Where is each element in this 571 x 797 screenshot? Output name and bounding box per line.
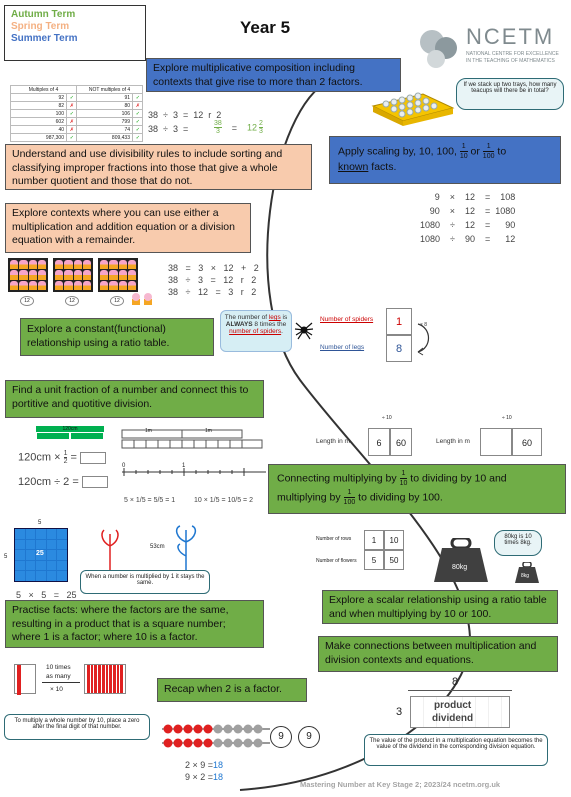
bead [194, 725, 203, 734]
length-table-b [436, 412, 546, 462]
mark-icon: ✓ [67, 94, 77, 102]
product-dividend-model [396, 676, 516, 730]
length-cell-60b: 60 [512, 428, 542, 456]
scaling-frac-100: $\frac{1}{100}$ [482, 143, 495, 161]
bead [164, 739, 173, 748]
bead [234, 725, 243, 734]
multiples-head-b: NOT multiples of 4 [77, 86, 143, 94]
frac-38-fn: 2 [258, 120, 263, 127]
logo-circles-icon [418, 26, 466, 70]
mark-icon: ✗ [67, 118, 77, 126]
metre-label-1: 1m [145, 428, 152, 434]
table-row [11, 134, 143, 142]
table-row [11, 126, 143, 134]
rt2-1: 1 [364, 530, 384, 550]
bar-eq2: 120cm ÷ 2 = [18, 476, 108, 488]
bead-eq-1: 2 × 9 =18 [185, 760, 224, 770]
table-cell: 799 [77, 118, 133, 126]
mark-icon: ✓ [133, 134, 143, 142]
table-cell: 74 [77, 126, 133, 134]
eq-38-mid-3: 38 ÷ 12 = 3 r 2 [168, 287, 257, 297]
label-legs: Number of legs [320, 344, 365, 351]
label-spiders: Number of spiders [320, 316, 374, 323]
multiples-head-a: Multiples of 4 [11, 86, 77, 94]
product-side: 3 [396, 706, 403, 718]
ten-times-model [14, 660, 124, 710]
square-25: 25 [36, 550, 44, 557]
term-legend [4, 5, 146, 61]
card-ratio-table: Explore a constant(functional) relationship using a ratio table. [20, 318, 214, 356]
bead [174, 725, 183, 734]
card-divisibility: Understand and use divisibility rules to include sorting and classifying improper fractions into those that give a whole number quotient and those that do not. [5, 144, 312, 190]
scaling-pre: Apply scaling by, 10, 100, [338, 145, 457, 158]
logo-line2: IN THE TEACHING OF MATHEMATICS [466, 58, 555, 64]
table-cell: 809,433 [77, 134, 133, 142]
eq-scaling-1: 9 × 12 = 108 [434, 192, 516, 202]
square-eq: 5 × 5 = 25 [16, 590, 77, 600]
length-cell-empty [480, 428, 512, 456]
bead [254, 739, 263, 748]
table-cell: 91 [77, 94, 133, 102]
eq-38-top-1: 38 ÷ 3 = 12 r 2 [148, 110, 222, 120]
cake-tray [98, 258, 138, 292]
table-cell: 82 [11, 102, 67, 110]
cupcakes-icon [130, 292, 156, 306]
cake-tray [8, 258, 48, 292]
bead-circle-b: 9 [298, 726, 320, 748]
length-table-a [316, 412, 416, 462]
answer-box-1[interactable] [80, 452, 106, 464]
table-row [11, 102, 143, 110]
bead [184, 725, 193, 734]
scaling-post: to [497, 145, 507, 158]
card-unit-fraction: Find a unit fraction of a number and connect this to portitive and quotitive division. [5, 380, 264, 418]
note-eggs: If we stack up two trays, how many teacups will there be in total? [456, 78, 564, 110]
frac-eq-2: 10 × 1/5 = 10/5 = 2 [194, 497, 253, 504]
table-row [11, 118, 143, 126]
logo-name: NCETM [466, 24, 555, 49]
square-top-5: 5 [38, 520, 42, 526]
egg-tray-image [368, 76, 458, 126]
frac-38-den: 3 [215, 128, 220, 135]
scaling-end: facts. [368, 161, 397, 174]
length-arrow-b: ÷ 10 [502, 415, 512, 421]
rt2-50: 50 [384, 550, 404, 570]
table-row [11, 110, 143, 118]
product-top: 8 [452, 676, 459, 688]
bead [224, 725, 233, 734]
scaling-frac-10: $\frac{1}{10}$ [459, 143, 468, 161]
ratio-legs-table [318, 308, 418, 364]
page-title: Year 5 [240, 18, 291, 37]
mark-icon: ✓ [133, 118, 143, 126]
spider-icon [294, 320, 314, 340]
length-label-b: Length in m [436, 438, 470, 445]
note-place-zero: To multiply a whole number by 10, place a zero after the final digit of that number. [4, 714, 150, 740]
eq-scaling-2: 90 × 12 = 1080 [429, 206, 516, 216]
ratio-cell-1: 1 [386, 308, 412, 335]
table-cell: 92 [11, 94, 67, 102]
times-8-label: × 8 [420, 322, 428, 328]
ncetm-logo [418, 24, 568, 74]
logo-line1: NATIONAL CENTRE FOR EXCELLENCE [466, 51, 559, 57]
mark-icon: ✓ [67, 110, 77, 118]
bead [174, 739, 183, 748]
card-scalar: Explore a scalar relationship using a ratio table and when multiplying by 10 or 100. [322, 590, 558, 624]
footer: Mastering Number at Key Stage 2; 2023/24 ncetm.org.uk [300, 780, 501, 789]
length-cell-60: 60 [390, 428, 412, 456]
eq-scaling-4: 1080 ÷ 90 = 12 [420, 234, 516, 244]
mark-icon: ✗ [133, 102, 143, 110]
bead-eq-2: 9 × 2 =18 [185, 772, 224, 782]
eq-38-mid-2: 38 ÷ 3 = 12 r 2 [168, 275, 257, 285]
table-cell: 40 [11, 126, 67, 134]
bead [244, 739, 253, 748]
eq-scaling-3: 1080 ÷ 12 = 90 [420, 220, 516, 230]
legend-summer: Summer Term [11, 33, 78, 44]
label-rows: Number of rows [316, 536, 352, 542]
bead [194, 739, 203, 748]
ratio-cell-8: 8 [386, 335, 412, 362]
label-flowers: Number of flowers [316, 558, 357, 564]
weight-80kg-icon [432, 538, 490, 584]
bead-circle-a: 9 [270, 726, 292, 748]
table-cell: 602 [11, 118, 67, 126]
table-cell: 100 [11, 110, 67, 118]
mark-icon: ✓ [133, 126, 143, 134]
bead [204, 725, 213, 734]
dividend-word: dividend [432, 713, 474, 724]
bar-top-label: 120cm [36, 426, 104, 432]
eq-38-fraction [214, 120, 263, 135]
multiples-table [10, 85, 143, 142]
eq-38-top-2: 38 ÷ 3 = [148, 124, 189, 134]
scaling-known: known [338, 161, 369, 174]
length-label-a: Length in m [316, 438, 350, 445]
bead [244, 725, 253, 734]
frac-38-fd: 3 [258, 128, 263, 135]
card-recap: Recap when 2 is a factor. [157, 678, 307, 702]
note-legs: The number of legs is ALWAYS 8 times the number of spiders. [220, 310, 292, 352]
numline-zero: 0 [122, 463, 126, 469]
mark-icon: ✓ [67, 134, 77, 142]
tens-label1: 10 times [46, 664, 71, 671]
product-word: product [434, 700, 472, 711]
eq-38-mid [168, 262, 259, 298]
bead [214, 725, 223, 734]
note-product: The value of the product in a multiplication equation becomes the value of the dividend in the corresponding division equation. [364, 734, 548, 766]
scaling-mid: or [470, 145, 480, 158]
bead [184, 739, 193, 748]
frac-eq-1: 5 × 1/5 = 5/5 = 1 [124, 497, 176, 504]
length-arrow-a: ÷ 10 [382, 415, 392, 421]
cake-count-label: 12 [20, 296, 34, 306]
legend-spring: Spring Term [11, 21, 70, 32]
cake-count-label: 12 [65, 296, 79, 306]
numline-one: 1 [182, 463, 186, 469]
table-row [11, 94, 143, 102]
bead [164, 725, 173, 734]
rt2-5: 5 [364, 550, 384, 570]
bead-strings-image [162, 720, 272, 752]
rows-flowers-table [316, 530, 416, 574]
note-seeds: When a number is multiplied by 1 it stays the same. [80, 570, 210, 594]
metre-label-2: 1m [205, 428, 212, 434]
eq-38-mid-1: 38 = 3 × 12 + 2 [168, 263, 259, 273]
scaling-equations [420, 190, 515, 246]
card-multiplicative-composition: Explore multiplicative composition including contexts that give rise to more than 2 factors. [146, 58, 401, 92]
tens-label3: × 10 [50, 686, 63, 693]
bar-model [36, 426, 104, 440]
length-cell-6: 6 [368, 428, 390, 456]
card-connecting: Connecting multiplying by $\frac{1}{10}$ to dividing by 10 and multiplying by $\frac{1}{100}$ to dividing by 100. [268, 464, 566, 514]
table-cell: 80 [77, 102, 133, 110]
answer-box-2[interactable] [82, 476, 108, 488]
bead [254, 725, 263, 734]
legend-autumn: Autumn Term [11, 9, 76, 20]
table-cell: 987,300 [11, 134, 67, 142]
mark-icon: ✗ [67, 126, 77, 134]
bead [204, 739, 213, 748]
bead [224, 739, 233, 748]
square-side-5: 5 [4, 554, 8, 560]
mark-icon: ✓ [133, 110, 143, 118]
number-line [120, 428, 270, 484]
rt2-10: 10 [384, 530, 404, 550]
plant-height: 53cm [150, 544, 165, 550]
card-connections: Make connections between multiplication and division contexts and equations. [318, 636, 558, 672]
bead [234, 739, 243, 748]
square-grid [4, 520, 70, 590]
mark-icon: ✗ [67, 102, 77, 110]
frac-38-whole: 12 [246, 122, 257, 133]
card-contexts: Explore contexts where you can use either a multiplication and addition equation or a division equation with a remainder. [5, 203, 251, 253]
bead [214, 739, 223, 748]
card-square-numbers: Practise facts: where the factors are the same, resulting in a product that is a square number; where 1 is a factor; where 10 is a factor. [5, 600, 264, 648]
note-weight: 80kg is 10 times 8kg. [494, 530, 542, 556]
mark-icon: ✓ [133, 94, 143, 102]
card-scaling [329, 136, 561, 184]
cake-tray [53, 258, 93, 292]
frac-38-num: 38 [214, 120, 222, 127]
bar-eq1: 120cm × $\frac{1}{2}$ = [18, 450, 106, 465]
frac-38-eq: = [231, 122, 238, 133]
weight-8kg-label: 8kg [521, 573, 530, 579]
tens-label2: as many [46, 673, 71, 680]
cake-count-label: 12 [110, 296, 124, 306]
table-cell: 106 [77, 110, 133, 118]
weight-80kg-label: 80kg [452, 564, 468, 571]
